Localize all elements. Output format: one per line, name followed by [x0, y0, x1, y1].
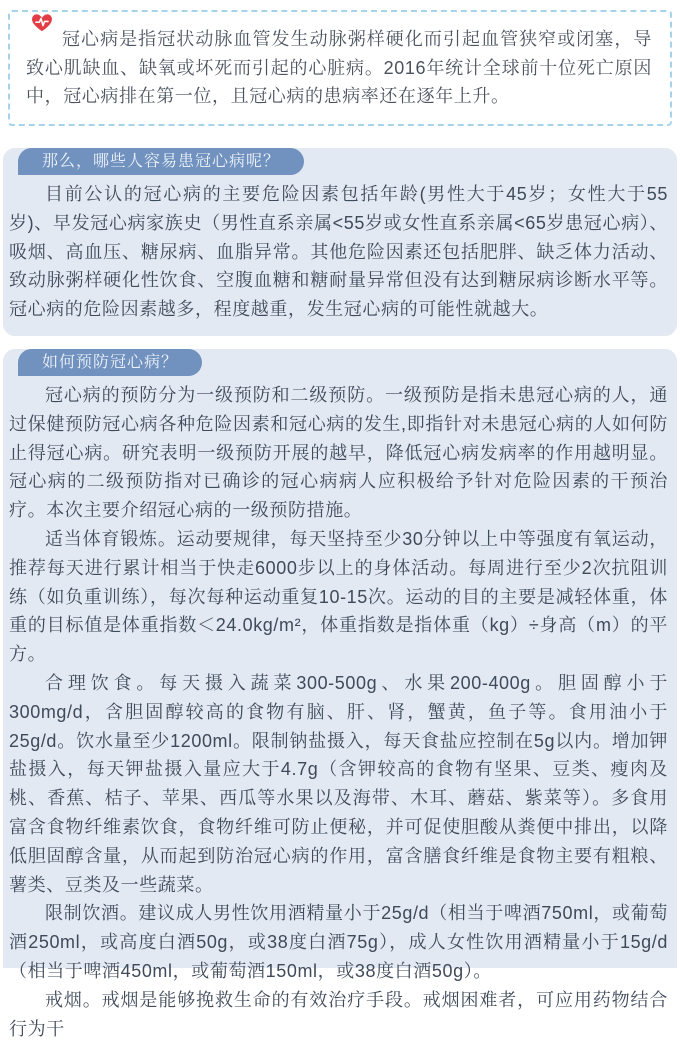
paragraph: 适当体育锻炼。运动要规律，每天坚持至少30分钟以上中等强度有氧运动，推荐每天进行累计相当于快走6000步以上的身体活动。每周进行至少2次抗阻训练（如负重训练），每次每种运动重复10-15次。运动的目的主要是减轻体重，体重的目标值是体重指数＜24.0kg/m²，体重指数是指体重（kg）÷身高（m）的平方。 [9, 528, 668, 665]
paragraph: 合理饮食。每天摄入蔬菜300-500g、水果200-400g。胆固醇小于300mg/d，含胆固醇较高的食物有脑、肝、肾，蟹黄，鱼子等。食用油小于25g/d。饮水量至少1200ml。限制钠盐摄入，每天食盐应控制在5g以内。增加钾盐摄入，每天钾盐摄入量应大于4.7g（含钾较高的食物有坚果、豆类、瘦肉及桃、香蕉、桔子、苹果、西瓜等水果以及海带、木耳、蘑菇、紫菜等）。多食用富含食物纤维素饮食，食物纤维可防止便秘，并可促使胆酸从粪便中排出，以降低胆固醇含量，从而起到防治冠心病的作用，富含膳食纤维是食物主要有粗粮、薯类、豆类及一些蔬菜。 [9, 672, 668, 895]
intro-box [8, 10, 672, 126]
section-risk-title-pill: 那么，哪些人容易患冠心病呢？ [18, 148, 304, 175]
paragraph: 戒烟。戒烟是能够挽救生命的有效治疗手段。戒烟困难者，可应用药物结合行为干 [9, 989, 668, 1039]
section-prevention-body [3, 376, 677, 1051]
intro-text: 冠心病是指冠状动脉血管发生动脉粥样硬化而引起血管狭窄或闭塞，导致心肌缺血、缺氧或坏死而引起的心脏病。2016年统计全球前十位死亡原因中，冠心病排在第一位，且冠心病的患病率还在逐年上升。 [26, 29, 652, 107]
heart-pulse-icon [30, 10, 54, 34]
paragraph: 冠心病的预防分为一级预防和二级预防。一级预防是指未患冠心病的人，通过保健预防冠心病各种危险因素和冠心病的发生,即指针对未患冠心病的人如何防止得冠心病。研究表明一级预防开展的越早，降低冠心病发病率的作用越明显。冠心病的二级预防指对已确诊的冠心病病人应积极给予针对危险因素的干预治疗。本次主要介绍冠心病的一级预防措施。 [9, 385, 668, 521]
paragraph: 限制饮酒。建议成人男性饮用酒精量小于25g/d（相当于啤酒750ml，或葡萄酒250ml，或高度白酒50g，或38度白酒75g），成人女性饮用酒精量小于15g/d（相当于啤酒450ml，或葡萄酒150ml，或38度白酒50g）。 [9, 903, 668, 981]
section-risk-body [3, 175, 677, 332]
section-prevention-title-pill: 如何预防冠心病？ [18, 349, 202, 376]
paragraph: 目前公认的冠心病的主要危险因素包括年龄(男性大于45岁；女性大于55岁)、早发冠心病家族史（男性直系亲属<55岁或女性直系亲属<65岁患冠心病）、吸烟、高血压、糖尿病、血脂异常。其他危险因素还包括肥胖、缺乏体力活动、致动脉粥样硬化性饮食、空腹血糖和糖耐量异常但没有达到糖尿病诊断水平等。冠心病的危险因素越多，程度越重，发生冠心病的可能性就越大。 [9, 184, 668, 320]
section-risk-factors [3, 148, 677, 336]
section-prevention [3, 349, 677, 1039]
